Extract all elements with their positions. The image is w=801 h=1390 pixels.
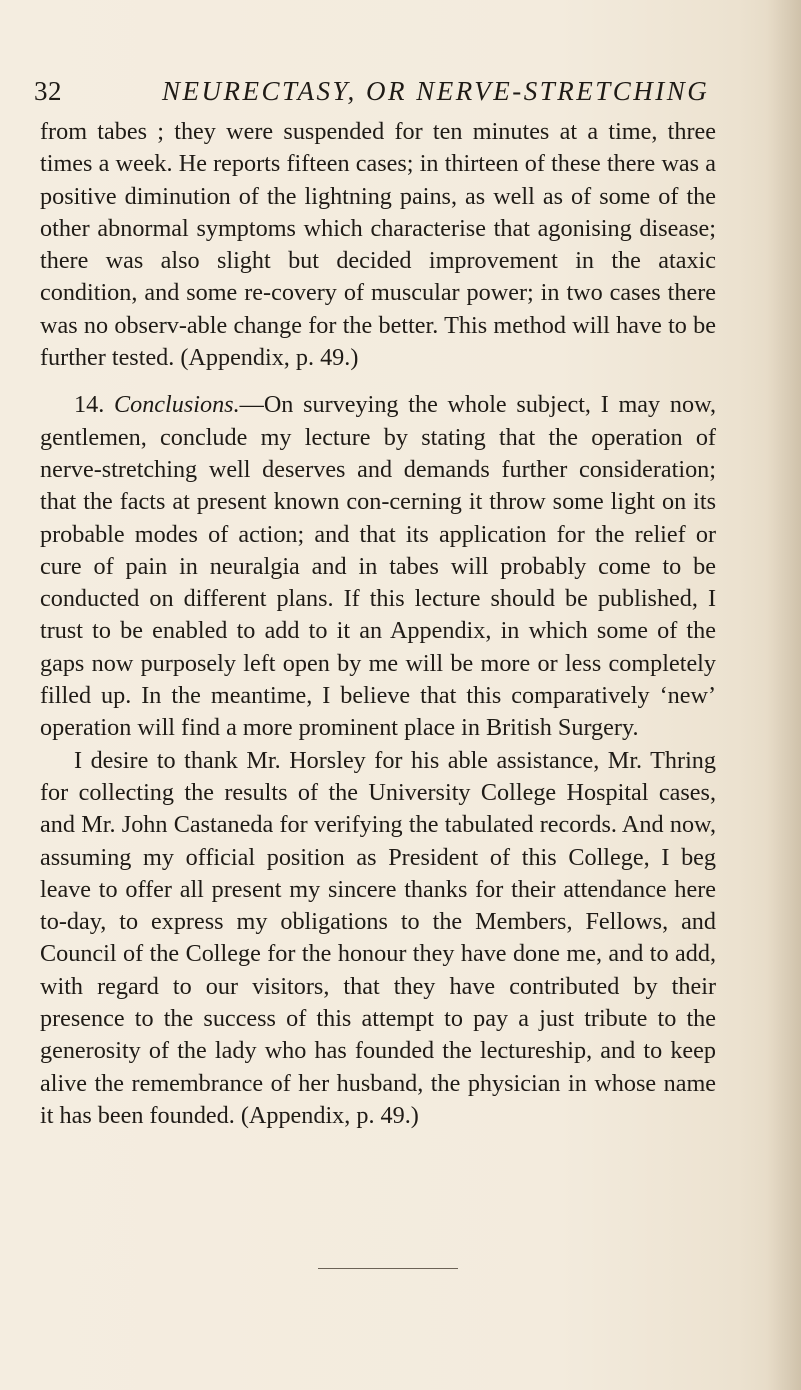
page-edge-shadow (767, 0, 801, 1390)
paragraph-1: from tabes ; they were suspended for ten minutes at a time, three times a week. He reports fifteen cases; in thirteen of these there was a positive diminution of the lightning pains, as well as of some of the other abnormal symptoms which characterise that agonising disease; there was also slight but decided improvement in the ataxic condition, and some re-covery of muscular power; in two cases there was no observ-able change for the better. This method will have to be further tested. (Appendix, p. 49.) (40, 118, 716, 372)
closing-rule (318, 1268, 458, 1269)
paragraph-3: I desire to thank Mr. Horsley for his able assistance, Mr. Thring for collecting the results of the University College Hospital cases, and Mr. John Castaneda for verifying the tabulated records. And now, assuming my official position as President of this College, I beg leave to offer all present my sincere thanks for their attendance here to-day, to express my obligations to the Members, Fellows, and Council of the College for the honour they have done me, and to add, with regard to our visitors, that they have contributed by their presence to the success of this attempt to pay a just tribute to the generosity of the lady who has founded the lectureship, and to keep alive the remembrance of her husband, the physician in whose name it has been founded. (Appendix, p. 49.) (40, 746, 716, 1129)
body-text (40, 116, 716, 1132)
page-number: 32 (34, 76, 62, 106)
running-head: NEURECTASY, OR NERVE-STRETCHING (162, 76, 710, 106)
paragraph-2 (40, 389, 716, 744)
paragraph-2-number: 14. (74, 391, 105, 419)
page-header (34, 76, 714, 116)
section-title-conclusions: Conclusions. (113, 391, 240, 419)
paragraph-2-text: —On surveying the whole subject, I may now, gentlemen, conclude my lecture by stating that the operation of nerve-stretching well deserves and demands further consideration; that the facts at present known con-cerning it throw some light on its probable modes of action; and that its application for the relief or cure of pain in neuralgia and in tabes will probably come to be conducted on different plans. If this lecture should be published, I trust to be enabled to add to it an Appendix, in which some of the gaps now purposely left open by me will be more or less completely filled up. In the meantime, I believe that this comparatively ‘new’ operation will find a more prominent place in British Surgery. (40, 391, 717, 742)
